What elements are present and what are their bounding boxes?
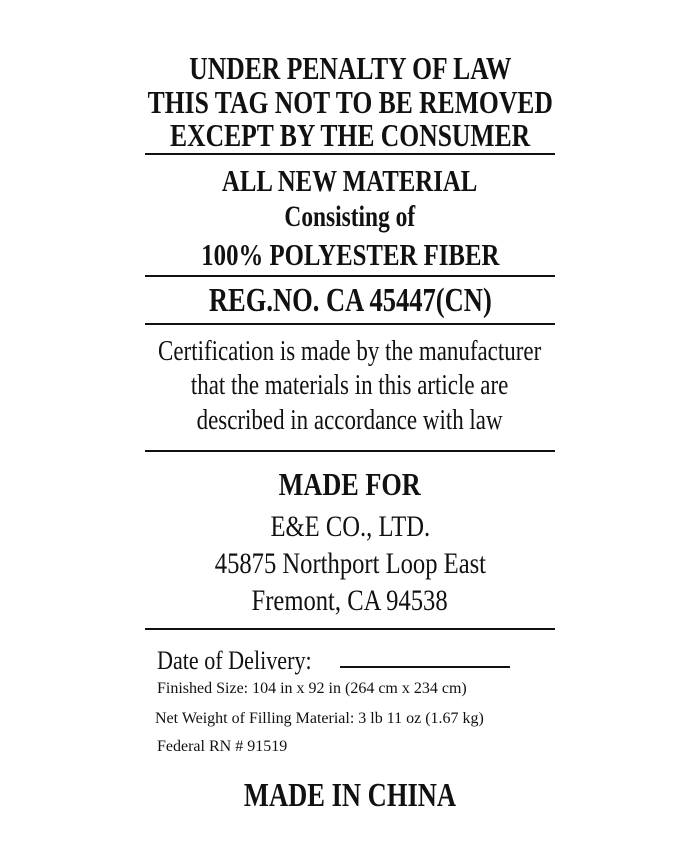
material-fiber: 100% POLYESTER FIBER: [200, 237, 500, 272]
material-consisting: Consisting of: [284, 200, 416, 233]
header-line-1: UNDER PENALTY OF LAW: [188, 50, 512, 86]
country-of-origin: MADE IN CHINA: [243, 777, 457, 814]
divider-4: [145, 450, 555, 452]
federal-rn: Federal RN # 91519: [157, 738, 288, 755]
finished-size: Finished Size: 104 in x 92 in (264 cm x 234 cm): [157, 680, 467, 697]
divider-3: [145, 323, 555, 325]
header-line-2: THIS TAG NOT TO BE REMOVED: [147, 84, 553, 120]
divider-2: [145, 275, 555, 277]
divider-5: [145, 628, 555, 630]
certification-line-1: Certification is made by the manufacturer: [158, 336, 542, 367]
material-heading: ALL NEW MATERIAL: [222, 163, 478, 198]
certification-line-2: that the materials in this article are: [191, 370, 509, 401]
delivery-date-blank: [340, 666, 510, 668]
delivery-label: Date of Delivery:: [157, 646, 312, 675]
certification-line-3: described in accordance with law: [196, 405, 503, 436]
made-for-heading: MADE FOR: [278, 466, 422, 502]
made-for-company: E&E CO., LTD.: [270, 510, 430, 543]
made-for-city: Fremont, CA 94538: [251, 584, 449, 617]
divider-1: [145, 153, 555, 155]
net-weight: Net Weight of Filling Material: 3 lb 11 oz (1.67 kg): [155, 710, 484, 727]
header-line-3: EXCEPT BY THE CONSUMER: [169, 117, 531, 153]
made-for-street: 45875 Northport Loop East: [214, 547, 486, 580]
registration-number: REG.NO. CA 45447(CN): [208, 282, 492, 319]
